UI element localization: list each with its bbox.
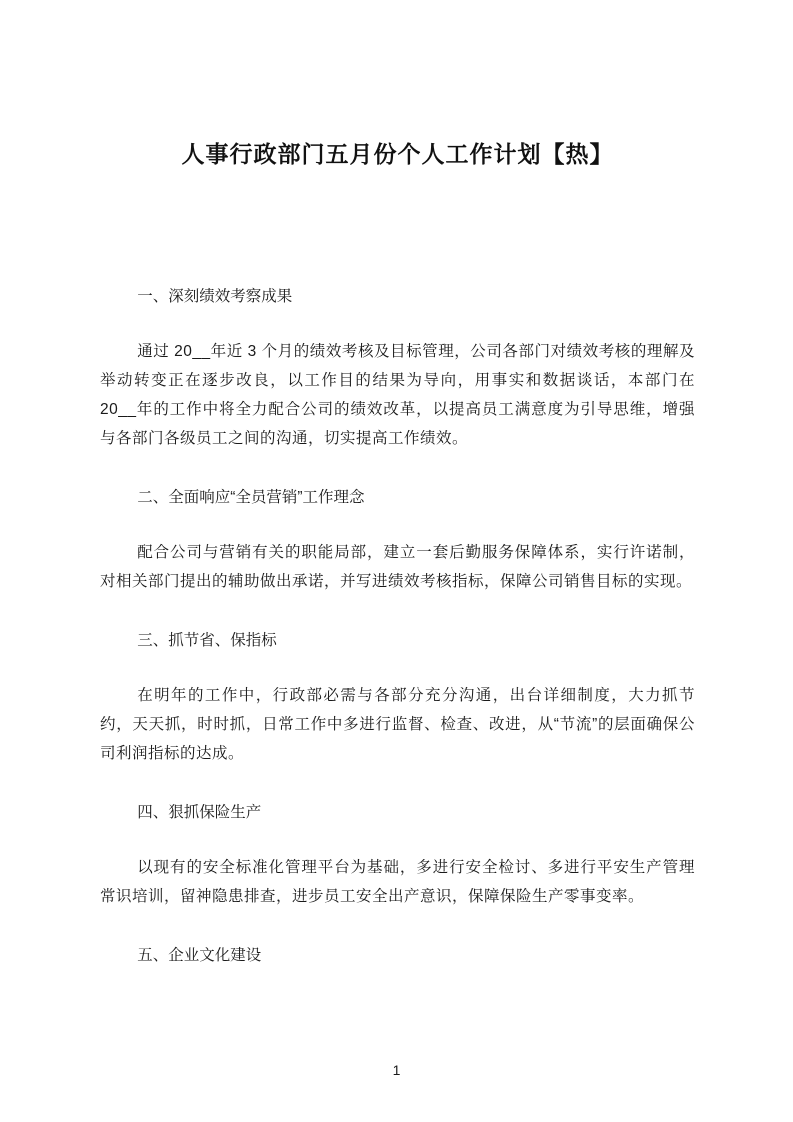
section-1 <box>100 282 695 453</box>
section-2 <box>100 483 695 596</box>
section-1-paragraph: 通过 20__年近 3 个月的绩效考核及目标管理，公司各部门对绩效考核的理解及举动转变正在逐步改良，以工作目的结果为导向，用事实和数据谈话，本部门在 20__年的工作中将全力配合公司的绩效改革，以提高员工满意度为引导思维，增强与各部门各级员工之间的沟通，切实提高工作绩效。 <box>100 342 695 447</box>
section-3 <box>100 626 695 768</box>
section-4-paragraph: 以现有的安全标准化管理平台为基础，多进行安全检讨、多进行平安生产管理常识培训，留神隐患排查，进步员工安全出产意识，保障保险生产零事变率。 <box>100 858 695 905</box>
section-1-heading: 一、深刻绩效考察成果 <box>137 287 293 305</box>
section-5-heading: 五、企业文化建设 <box>137 946 262 964</box>
document-title: 人事行政部门五月份个人工作计划【热】 <box>181 141 614 167</box>
section-3-paragraph: 在明年的工作中，行政部必需与各部分充分沟通，出台详细制度，大力抓节约，天天抓，时时抓，日常工作中多进行监督、检查、改进，从“节流”的层面确保公司利润指标的达成。 <box>100 686 695 762</box>
section-4 <box>100 798 695 911</box>
section-3-heading: 三、抓节省、保指标 <box>137 631 277 649</box>
section-4-heading: 四、狠抓保险生产 <box>137 803 262 821</box>
section-2-paragraph: 配合公司与营销有关的职能局部，建立一套后勤服务保障体系，实行许诺制，对相关部门提出的辅助做出承诺，并写进绩效考核指标，保障公司销售目标的实现。 <box>100 543 695 590</box>
page-number: 1 <box>392 1062 401 1078</box>
section-2-heading: 二、全面响应“全员营销”工作理念 <box>137 488 365 506</box>
section-5 <box>100 941 695 970</box>
